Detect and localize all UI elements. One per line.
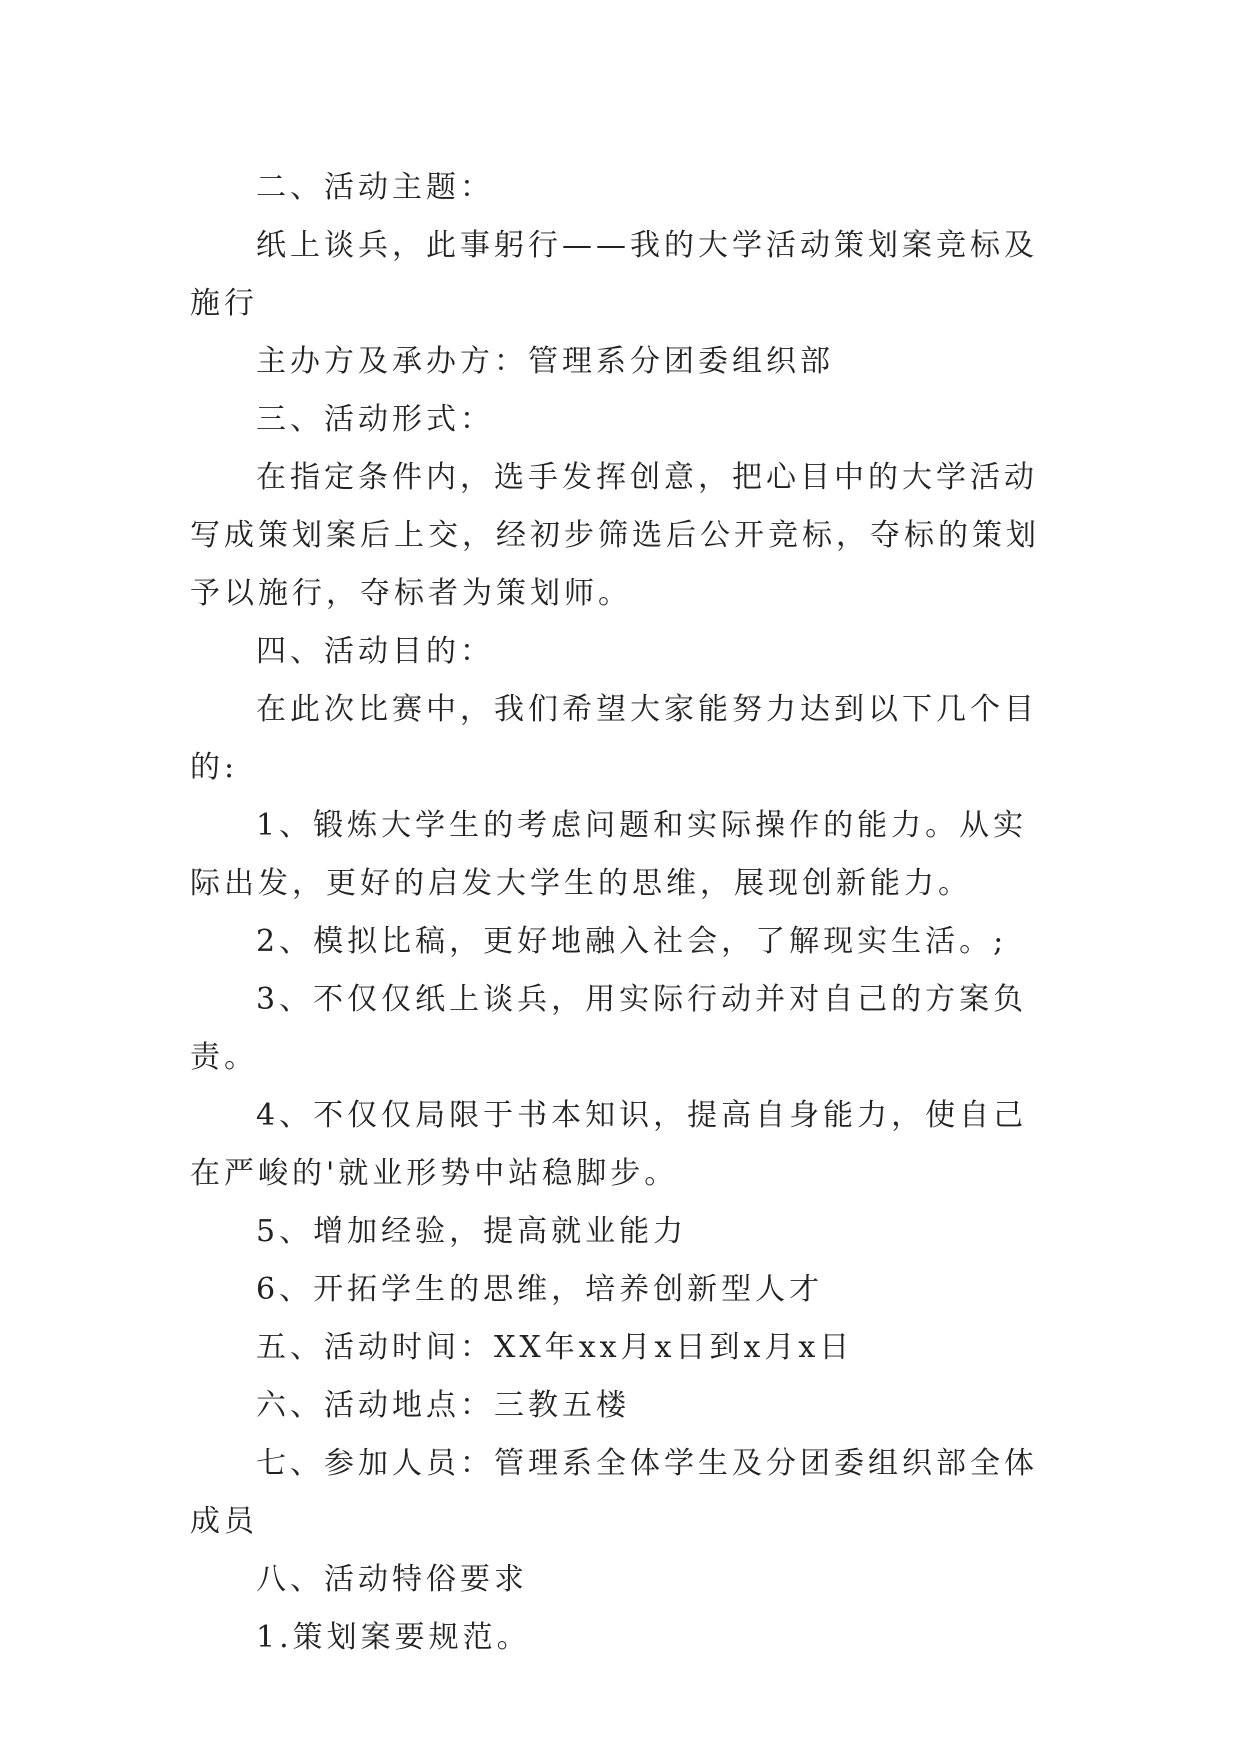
list-item-requirement-1: 1.策划案要规范。 [256, 1620, 531, 1655]
paragraph-theme-text: 纸上谈兵，此事躬行——我的大学活动策划案竞标及施行 [190, 228, 1038, 321]
paragraph-format-text: 在指定条件内，选手发挥创意，把心目中的大学活动写成策划案后上交，经初步筛选后公开竞标，夺标的策划予以施行，夺标者为策划师。 [190, 460, 1040, 611]
paragraph-activity-location: 六、活动地点：三教五楼 [256, 1388, 630, 1423]
document-body [190, 159, 1050, 1667]
heading-activity-theme: 二、活动主题： [256, 170, 494, 205]
paragraph-organizer: 主办方及承办方：管理系分团委组织部 [256, 344, 834, 379]
paragraph-participants: 七、参加人员：管理系全体学生及分团委组织部全体成员 [190, 1446, 1038, 1539]
list-item-purpose-2: 2、模拟比稿，更好地融入社会，了解现实生活。; [256, 924, 1008, 959]
paragraph-activity-time: 五、活动时间：XX年xx月x日到x月x日 [256, 1330, 854, 1365]
list-item-purpose-4: 4、不仅仅局限于书本知识，提高自身能力，使自己在严峻的'就业形势中站稳脚步。 [190, 1098, 1028, 1191]
list-item-purpose-6: 6、开拓学生的思维，培养创新型人才 [256, 1272, 824, 1307]
heading-special-requirements: 八、活动特俗要求 [256, 1562, 528, 1597]
list-item-purpose-5: 5、增加经验，提高就业能力 [256, 1214, 688, 1249]
list-item-purpose-3: 3、不仅仅纸上谈兵，用实际行动并对自己的方案负责。 [190, 982, 1028, 1075]
heading-activity-purpose: 四、活动目的： [256, 634, 494, 669]
list-item-purpose-1: 1、锻炼大学生的考虑问题和实际操作的能力。从实际出发，更好的启发大学生的思维，展现创新能力。 [190, 808, 1028, 901]
heading-activity-format: 三、活动形式： [256, 402, 494, 437]
paragraph-purpose-intro: 在此次比赛中，我们希望大家能努力达到以下几个目的: [190, 692, 1038, 785]
